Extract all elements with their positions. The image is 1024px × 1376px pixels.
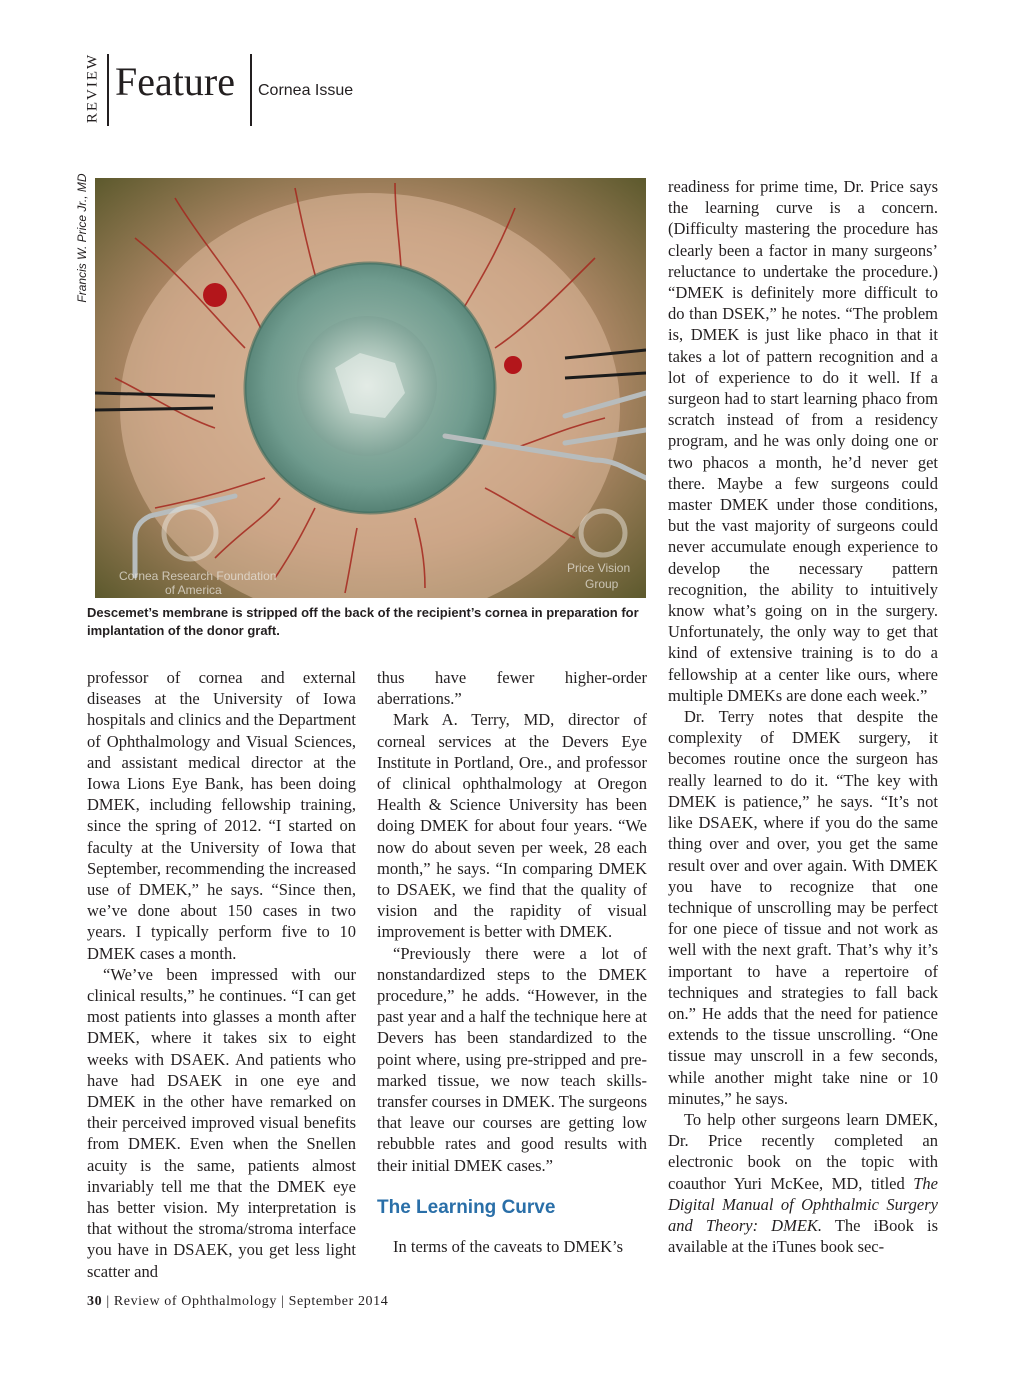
watermark-right-line1: Price Vision <box>567 561 631 575</box>
col3-p3-end: The iBook is available at the iTunes book sec- <box>668 1215 939 1257</box>
col1-paragraph-2: “We’ve been impressed with our clinical results,” he continues. “I can get most patients into glasses a month after DMEK, where it takes six to eight weeks with DSAEK. And patients who have had DSAEK in one eye and DMEK in the other have remarked on their perceived improved visual benefits from DMEK. Even when the Snellen acuity is the same, patients almost invariably tell me that the DMEK eye has better vision. My interpretation is that without the stroma/stroma interface you have in DSAEK, you get less light scatter and <box>87 964 356 1281</box>
watermark-left-line2: of America <box>165 583 222 597</box>
page-number: 30 <box>87 1294 103 1309</box>
photo-credit: Francis W. Price Jr., MD <box>75 173 89 303</box>
footer-separator: | <box>281 1294 285 1309</box>
watermark-left-line1: Cornea Research Foundation <box>119 569 277 583</box>
issue-date: September 2014 <box>288 1294 389 1309</box>
column-3 <box>668 176 938 1257</box>
col3-p3-start: To help other surgeons learn DMEK, Dr. Price recently completed an electronic book on the topic with coauthor Yuri McKee, MD, titled <box>668 1109 938 1193</box>
col3-paragraph-3 <box>668 1109 938 1257</box>
col2-paragraph-1: thus have fewer higher-order aberrations.” <box>377 668 647 709</box>
blood-spot-right <box>504 356 522 374</box>
section-label: Cornea Issue <box>258 82 354 99</box>
col2-paragraph-2: Mark A. Terry, MD, director of corneal services at the Devers Eye Institute in Portland, Ore., and professor of clinical ophthalmology at Oregon Health & Science University has been doing DMEK for about four years. “We now do about seven per week, 28 each month,” he says. “In comparing DMEK to DSAEK, we find that the quality of vision and the rapidity of visual improvement is better with DMEK. <box>377 710 647 942</box>
col2-paragraph-4: In terms of the caveats to DMEK’s <box>393 1236 624 1256</box>
column-2 <box>377 667 647 1257</box>
surgery-photo <box>95 178 646 598</box>
watermark-right-line2: Group <box>585 577 619 591</box>
book-title: The Digital Manual of Ophthalmic Surgery and Theory: DMEK. <box>668 1173 938 1235</box>
review-vertical-label: REVIEW <box>84 52 101 124</box>
footer-separator: | <box>106 1294 110 1309</box>
col3-paragraph-2: Dr. Terry notes that despite the complexity of DMEK surgery, it becomes routine once the surgeon has really learned to do it. “The key with DMEK is patience,” he says. “It’s not like DSAEK, where if you do the same thing over and over, you get the same result over and over again. With DMEK you have to recognize that one technique of unscrolling may be perfect for one piece of tissue and not work as well with the next graft. That’s why it’s important to have a repertoire of techniques and strategies to fall back on.” He adds that the need for patience extends to the tissue unscrolling. “One tissue may unscroll in a few seconds, while another might take nine or 10 minutes,” he says. <box>668 707 938 1108</box>
header-divider-right <box>250 54 252 126</box>
subhead-learning-curve: The Learning Curve <box>377 1196 556 1218</box>
col2-paragraph-3: “Previously there were a lot of nonstandardized steps to the DMEK procedure,” he adds. “However, in the past year and a half the technique here at Devers has been standardized to the point where, using pre-stripped and pre-marked tissue, we now teach skills-transfer courses in DMEK. The surgeons that leave our courses are getting low rebubble rates and good results with their initial DMEK cases.” <box>377 943 647 1175</box>
blood-spot-left <box>203 283 227 307</box>
col1-paragraph-1: professor of cornea and external diseases at the University of Iowa hospitals and clinics and the Department of Ophthalmology and Visual Sciences, and assistant medical director at the Iowa Lions Eye Bank, has been doing DMEK, including fellowship training, since the spring of 2012. “I started on faculty at the University of Iowa that September, recommending the increased use of DMEK,” he says. “Since then, we’ve done about 150 cases in two years. I typically perform five to 10 DMEK cases a month. <box>87 668 356 963</box>
page-footer <box>87 1294 388 1310</box>
header-divider-left <box>107 54 109 126</box>
col3-paragraph-1: readiness for prime time, Dr. Price says the learning curve is a concern. (Difficulty mastering the procedure has clearly been a factor in many surgeons’ reluctance to undertake the procedure.) “DMEK is definitely more difficult to do than DSEK,” he notes. “The problem is, DMEK is just like phaco in that it takes a lot of pattern recognition and a lot of experience to do it well. If a surgeon had to start learning phaco from scratch instead of from a residency program, and he was only doing one or two phacos a month, he’d never get there. Maybe a few surgeons could master DMEK under those conditions, but the vast majority of surgeons could never accumulate enough experience to develop the necessary pattern recognition, the ability to intuitively know what’s going on in the surgery. Unfortunately, the only way to get that kind of extensive training is to do a fellowship at a center like ours, where multiple DMEKs are done each week.” <box>668 177 938 705</box>
magazine-name: Review of Ophthalmology <box>113 1294 277 1309</box>
column-1 <box>87 667 356 1282</box>
feature-heading: Feature <box>115 59 235 104</box>
photo-caption: Descemet’s membrane is stripped off the back of the recipient’s cornea in preparation for implantation of the donor graft. <box>87 605 639 638</box>
